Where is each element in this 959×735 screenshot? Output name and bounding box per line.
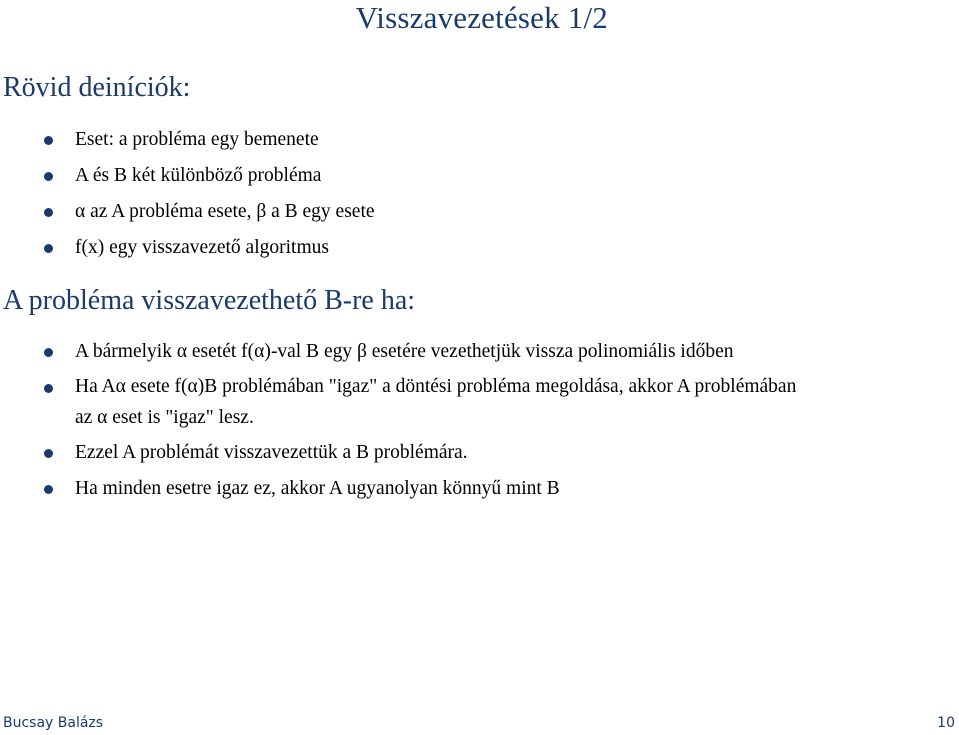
bullet-icon (44, 172, 53, 181)
list-item-text: Ha minden esetre igaz ez, akkor A ugyanolyan könnyű mint B (75, 478, 560, 499)
list-item (0, 122, 375, 158)
section-heading-definitions: Rövid deiníciók: (3, 72, 191, 103)
list-item (0, 158, 375, 194)
bullet-icon (44, 449, 53, 458)
bullet-icon (44, 485, 53, 494)
definitions-list (0, 122, 375, 266)
footer-author: Bucsay Balázs (3, 715, 104, 731)
list-item (0, 370, 796, 435)
list-item (0, 334, 796, 370)
footer (0, 715, 959, 735)
reducibility-list (0, 334, 796, 507)
list-item-text: A és B két különböző probléma (75, 165, 322, 186)
list-item (0, 435, 796, 471)
list-item-text: f(x) egy visszavezető algoritmus (75, 237, 329, 258)
bullet-icon (44, 384, 53, 393)
bullet-icon (44, 348, 53, 357)
list-item-text: A bármelyik α esetét f(α)-val B egy β esetére vezethetjük vissza polinomiális időben (75, 341, 734, 362)
list-item-text: Ezzel A problémát visszavezettük a B problémára. (75, 442, 468, 463)
list-item-text-continued: az α eset is "igaz" lesz. (75, 407, 254, 428)
bullet-icon (44, 244, 53, 253)
list-item-text: Ha Aα esete f(α)B problémában "igaz" a döntési probléma megoldása, akkor A problémában (75, 376, 797, 397)
list-item (0, 194, 375, 230)
list-item-text: α az A probléma esete, β a B egy esete (75, 201, 375, 222)
section-heading-reducibility: A probléma visszavezethető B-re ha: (3, 285, 416, 316)
bullet-icon (44, 136, 53, 145)
page-number: 10 (937, 715, 955, 731)
list-item (0, 471, 796, 507)
frame-title: Visszavezetések 1/2 (355, 0, 608, 35)
list-item-text: Eset: a probléma egy bemenete (75, 129, 319, 150)
bullet-icon (44, 208, 53, 217)
list-item (0, 230, 375, 266)
